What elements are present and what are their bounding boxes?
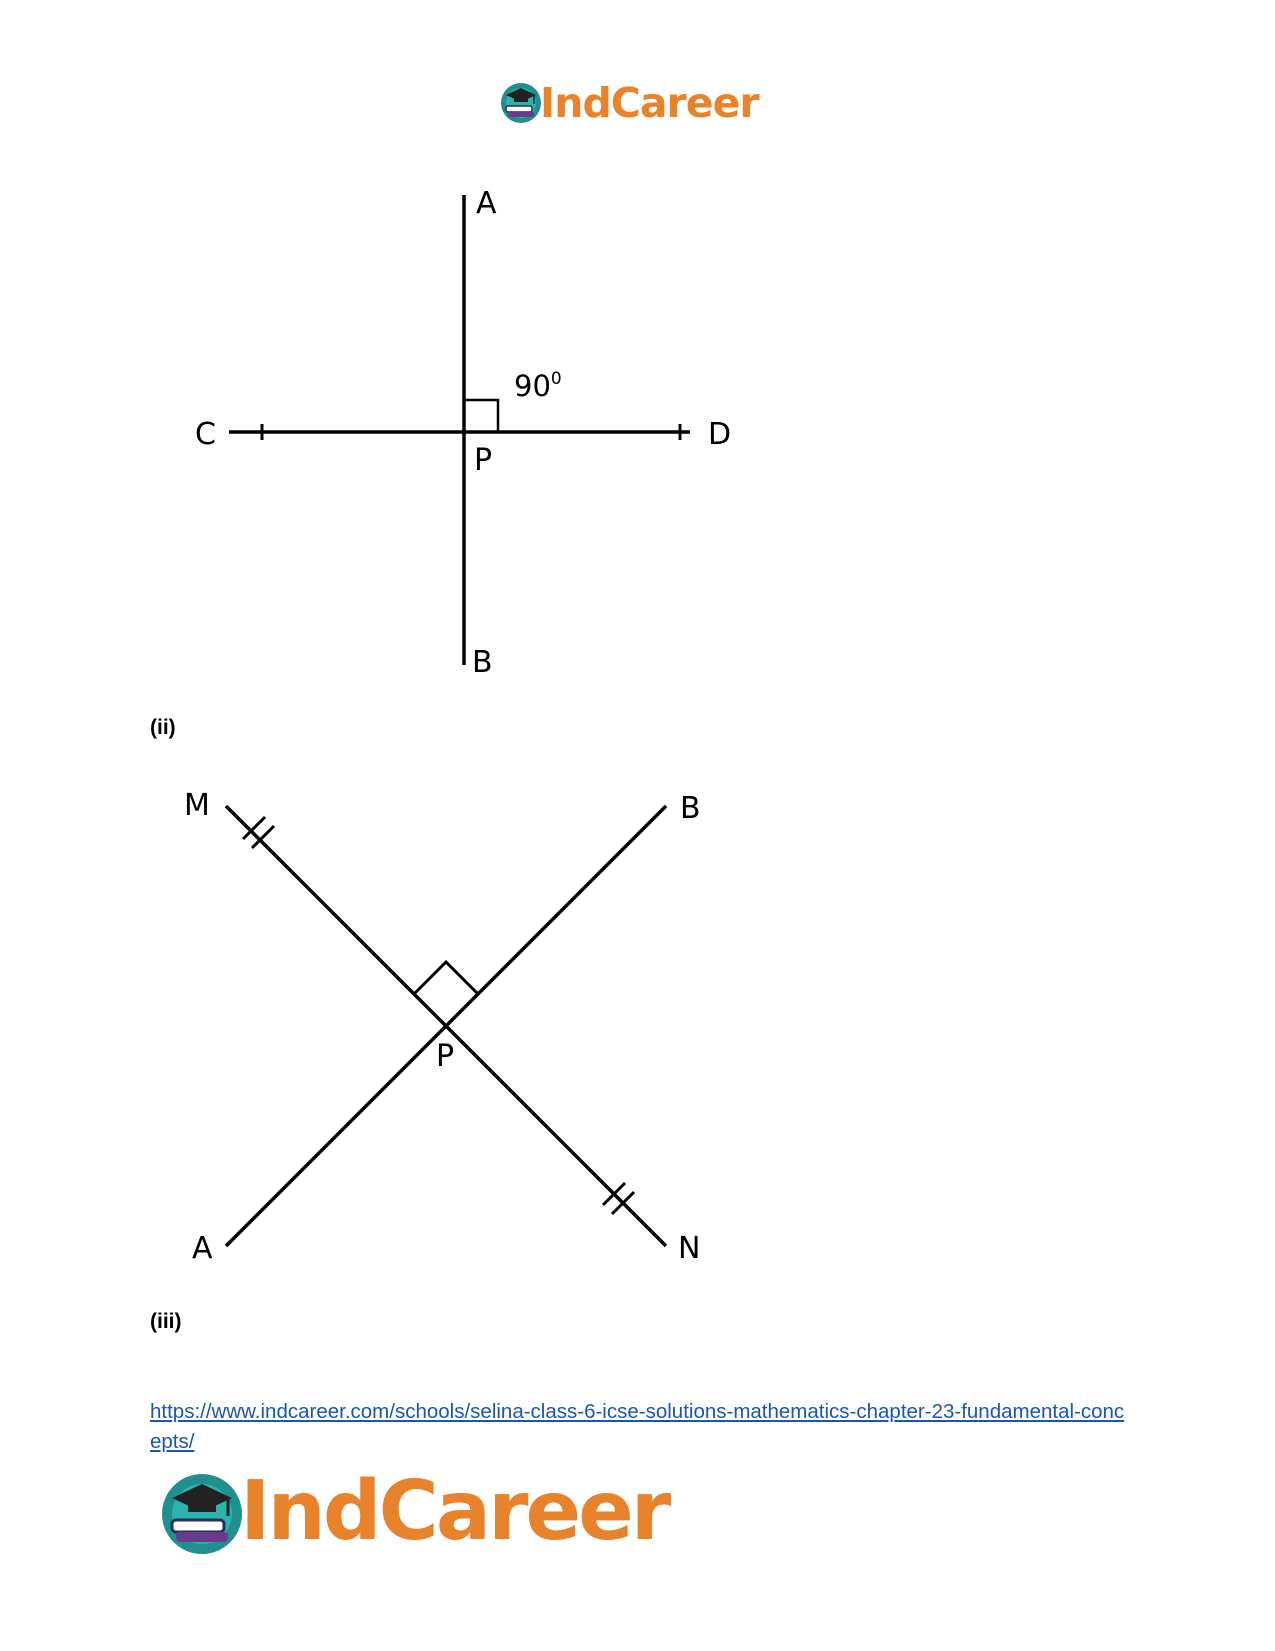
logo-wordmark: IndCareer bbox=[240, 1464, 669, 1559]
perpendicular-lines-figure bbox=[180, 180, 740, 680]
label-b: B bbox=[680, 791, 701, 826]
perpendicular-bisector-figure bbox=[170, 780, 730, 1270]
angle-label bbox=[514, 369, 562, 403]
footer-logo bbox=[160, 1462, 700, 1562]
source-link[interactable]: https://www.indcareer.com/schools/selina-class-6-icse-solutions-mathematics-chapter-23-fundamental-concepts/ bbox=[150, 1400, 1125, 1453]
angle-value: 90 bbox=[514, 369, 551, 403]
label-b: B bbox=[472, 645, 493, 680]
graduation-cap-books-icon bbox=[160, 1472, 244, 1556]
label-d: D bbox=[708, 417, 732, 452]
caption-ii: (ii) bbox=[150, 716, 176, 739]
label-a: A bbox=[476, 186, 497, 221]
caption-iii: (iii) bbox=[150, 1310, 182, 1333]
graduation-cap-books-icon bbox=[500, 82, 542, 124]
angle-unit: 0 bbox=[550, 369, 562, 389]
label-c: C bbox=[195, 417, 216, 452]
label-p: P bbox=[436, 1039, 455, 1074]
label-p: P bbox=[474, 443, 493, 478]
label-a: A bbox=[192, 1231, 213, 1266]
logo-wordmark: IndCareer bbox=[540, 79, 759, 127]
label-m: M bbox=[184, 788, 210, 823]
right-angle-marker bbox=[464, 400, 498, 432]
right-angle-marker bbox=[414, 962, 478, 994]
label-n: N bbox=[678, 1231, 701, 1266]
header-logo bbox=[500, 78, 770, 128]
